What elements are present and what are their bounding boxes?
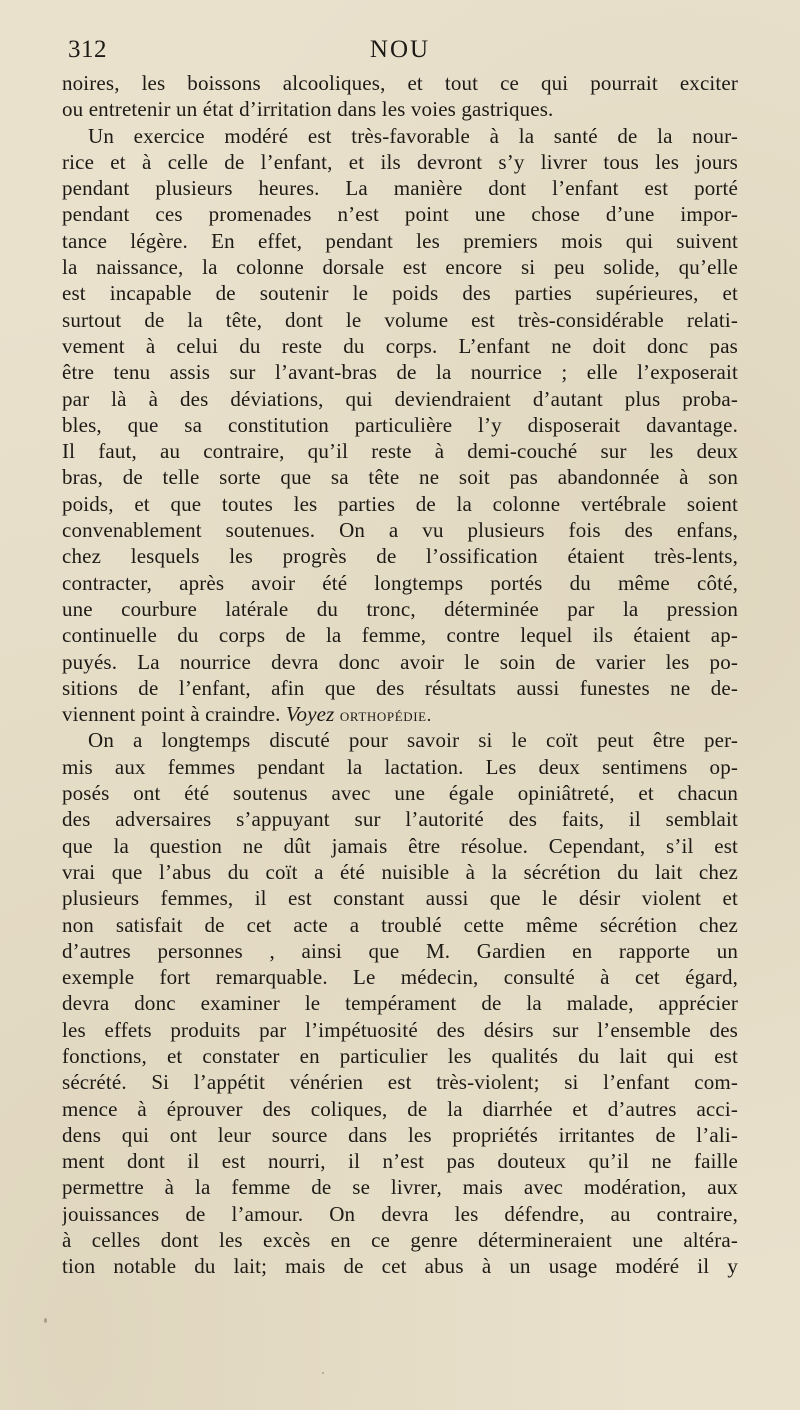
text-line: bles, que sa constitution particulière l’y disposerait davantage. xyxy=(62,412,738,437)
text-line: On a longtemps discuté pour savoir si le coït peut être per- xyxy=(88,728,738,753)
paragraph-1 xyxy=(62,70,738,123)
see-also-label: Voyez xyxy=(285,702,335,727)
text-line: noires, les boissons alcooliques, et tout ce qui pourrait exciter xyxy=(62,71,738,95)
text-line: mis aux femmes pendant la lactation. Les deux sentimens op- xyxy=(62,754,738,779)
text-line: une courbure latérale du tronc, déterminée par la pression xyxy=(62,596,738,621)
book-page xyxy=(62,30,738,1380)
text-line: chez lesquels les progrès de l’ossification étaient très-lents, xyxy=(62,544,738,569)
text-line: les effets produits par l’impétuosité des désirs sur l’ensemble des xyxy=(62,1017,738,1042)
text-line: devra donc examiner le tempérament de la malade, apprécier xyxy=(62,991,738,1016)
text-line: jouissances de l’amour. On devra les défendre, au contraire, xyxy=(62,1201,738,1226)
text-line: par là à des déviations, qui deviendraient d’autant plus proba- xyxy=(62,386,738,411)
text-line: surtout de la tête, dont le volume est très-considérable relati- xyxy=(62,307,738,332)
text-line: la naissance, la colonne dorsale est encore si peu solide, qu’elle xyxy=(62,255,738,280)
text-line: sitions de l’enfant, afin que des résultats aussi funestes ne de- xyxy=(62,675,738,700)
text-line: tion notable du lait; mais de cet abus à un usage modéré il y xyxy=(62,1254,738,1279)
text-line: convenablement soutenues. On a vu plusieurs fois des enfans, xyxy=(62,518,738,543)
text-line: dens qui ont leur source dans les propriétés irritantes de l’ali- xyxy=(62,1122,738,1147)
text-line: pendant ces promenades n’est point une chose d’une impor- xyxy=(62,202,738,227)
text-line: exemple fort remarquable. Le médecin, consulté à cet égard, xyxy=(62,965,738,990)
cross-reference: orthopédie. xyxy=(339,705,432,726)
text-line: Il faut, au contraire, qu’il reste à demi-couché sur les deux xyxy=(62,439,738,464)
text-run: viennent point à craindre. xyxy=(62,702,286,727)
text-line: fonctions, et constater en particulier les qualités du lait qui est xyxy=(62,1043,738,1068)
paper-speck xyxy=(44,1318,47,1323)
text-line: plusieurs femmes, il est constant aussi que le désir violent et xyxy=(62,886,738,911)
text-line: contracter, après avoir été longtemps portés du même côté, xyxy=(62,570,738,595)
text-line: est incapable de soutenir le poids des parties supérieures, et xyxy=(62,281,738,306)
text-line: d’autres personnes , ainsi que M. Gardien en rapporte un xyxy=(62,938,738,963)
text-line: vement à celui du reste du corps. L’enfant ne doit donc pas xyxy=(62,333,738,358)
running-head: NOU xyxy=(369,36,431,63)
page-header xyxy=(62,30,738,70)
text-line: permettre à la femme de se livrer, mais avec modération, aux xyxy=(62,1175,738,1200)
text-line: rice et à celle de l’enfant, et ils devront s’y livrer tous les jours xyxy=(62,149,738,174)
page-number: 312 xyxy=(68,36,107,63)
text-line: ment dont il est nourri, il n’est pas douteux qu’il ne faille xyxy=(62,1149,738,1174)
text-line: des adversaires s’appuyant sur l’autorité des faits, il semblait xyxy=(62,807,738,832)
text-line: être tenu assis sur l’avant-bras de la nourrice ; elle l’exposerait xyxy=(62,360,738,385)
text-line-with-cross-reference xyxy=(62,701,738,727)
text-line: bras, de telle sorte que sa tête ne soit pas abandonnée à son xyxy=(62,465,738,490)
text-line: à celles dont les excès en ce genre détermineraient une altéra- xyxy=(62,1228,738,1253)
text-line: non satisfait de cet acte a troublé cette même sécrétion chez xyxy=(62,912,738,937)
paragraph-3 xyxy=(62,727,738,1279)
paragraph-2 xyxy=(62,123,738,728)
text-line: tance légère. En effet, pendant les premiers mois qui suivent xyxy=(62,228,738,253)
text-line: vrai que l’abus du coït a été nuisible à la sécrétion du lait chez xyxy=(62,859,738,884)
text-line: poids, et que toutes les parties de la colonne vertébrale soient xyxy=(62,491,738,516)
text-line: mence à éprouver des coliques, de la diarrhée et d’autres acci- xyxy=(62,1096,738,1121)
paper-speck xyxy=(322,1372,324,1374)
text-line: posés ont été soutenus avec une égale opiniâtreté, et chacun xyxy=(62,781,738,806)
text-line: que la question ne dût jamais être résolue. Cependant, s’il est xyxy=(62,833,738,858)
text-line: puyés. La nourrice devra donc avoir le soin de varier les po- xyxy=(62,649,738,674)
text-line: continuelle du corps de la femme, contre lequel ils étaient ap- xyxy=(62,623,738,648)
text-line: pendant plusieurs heures. La manière dont l’enfant est porté xyxy=(62,176,738,201)
text-line: Un exercice modéré est très-favorable à la santé de la nour- xyxy=(88,123,738,148)
text-line: ou entretenir un état d’irritation dans les voies gastriques. xyxy=(62,97,554,122)
text-line: sécrété. Si l’appétit vénérien est très-violent; si l’enfant com- xyxy=(62,1070,738,1095)
page-body xyxy=(62,70,738,1280)
